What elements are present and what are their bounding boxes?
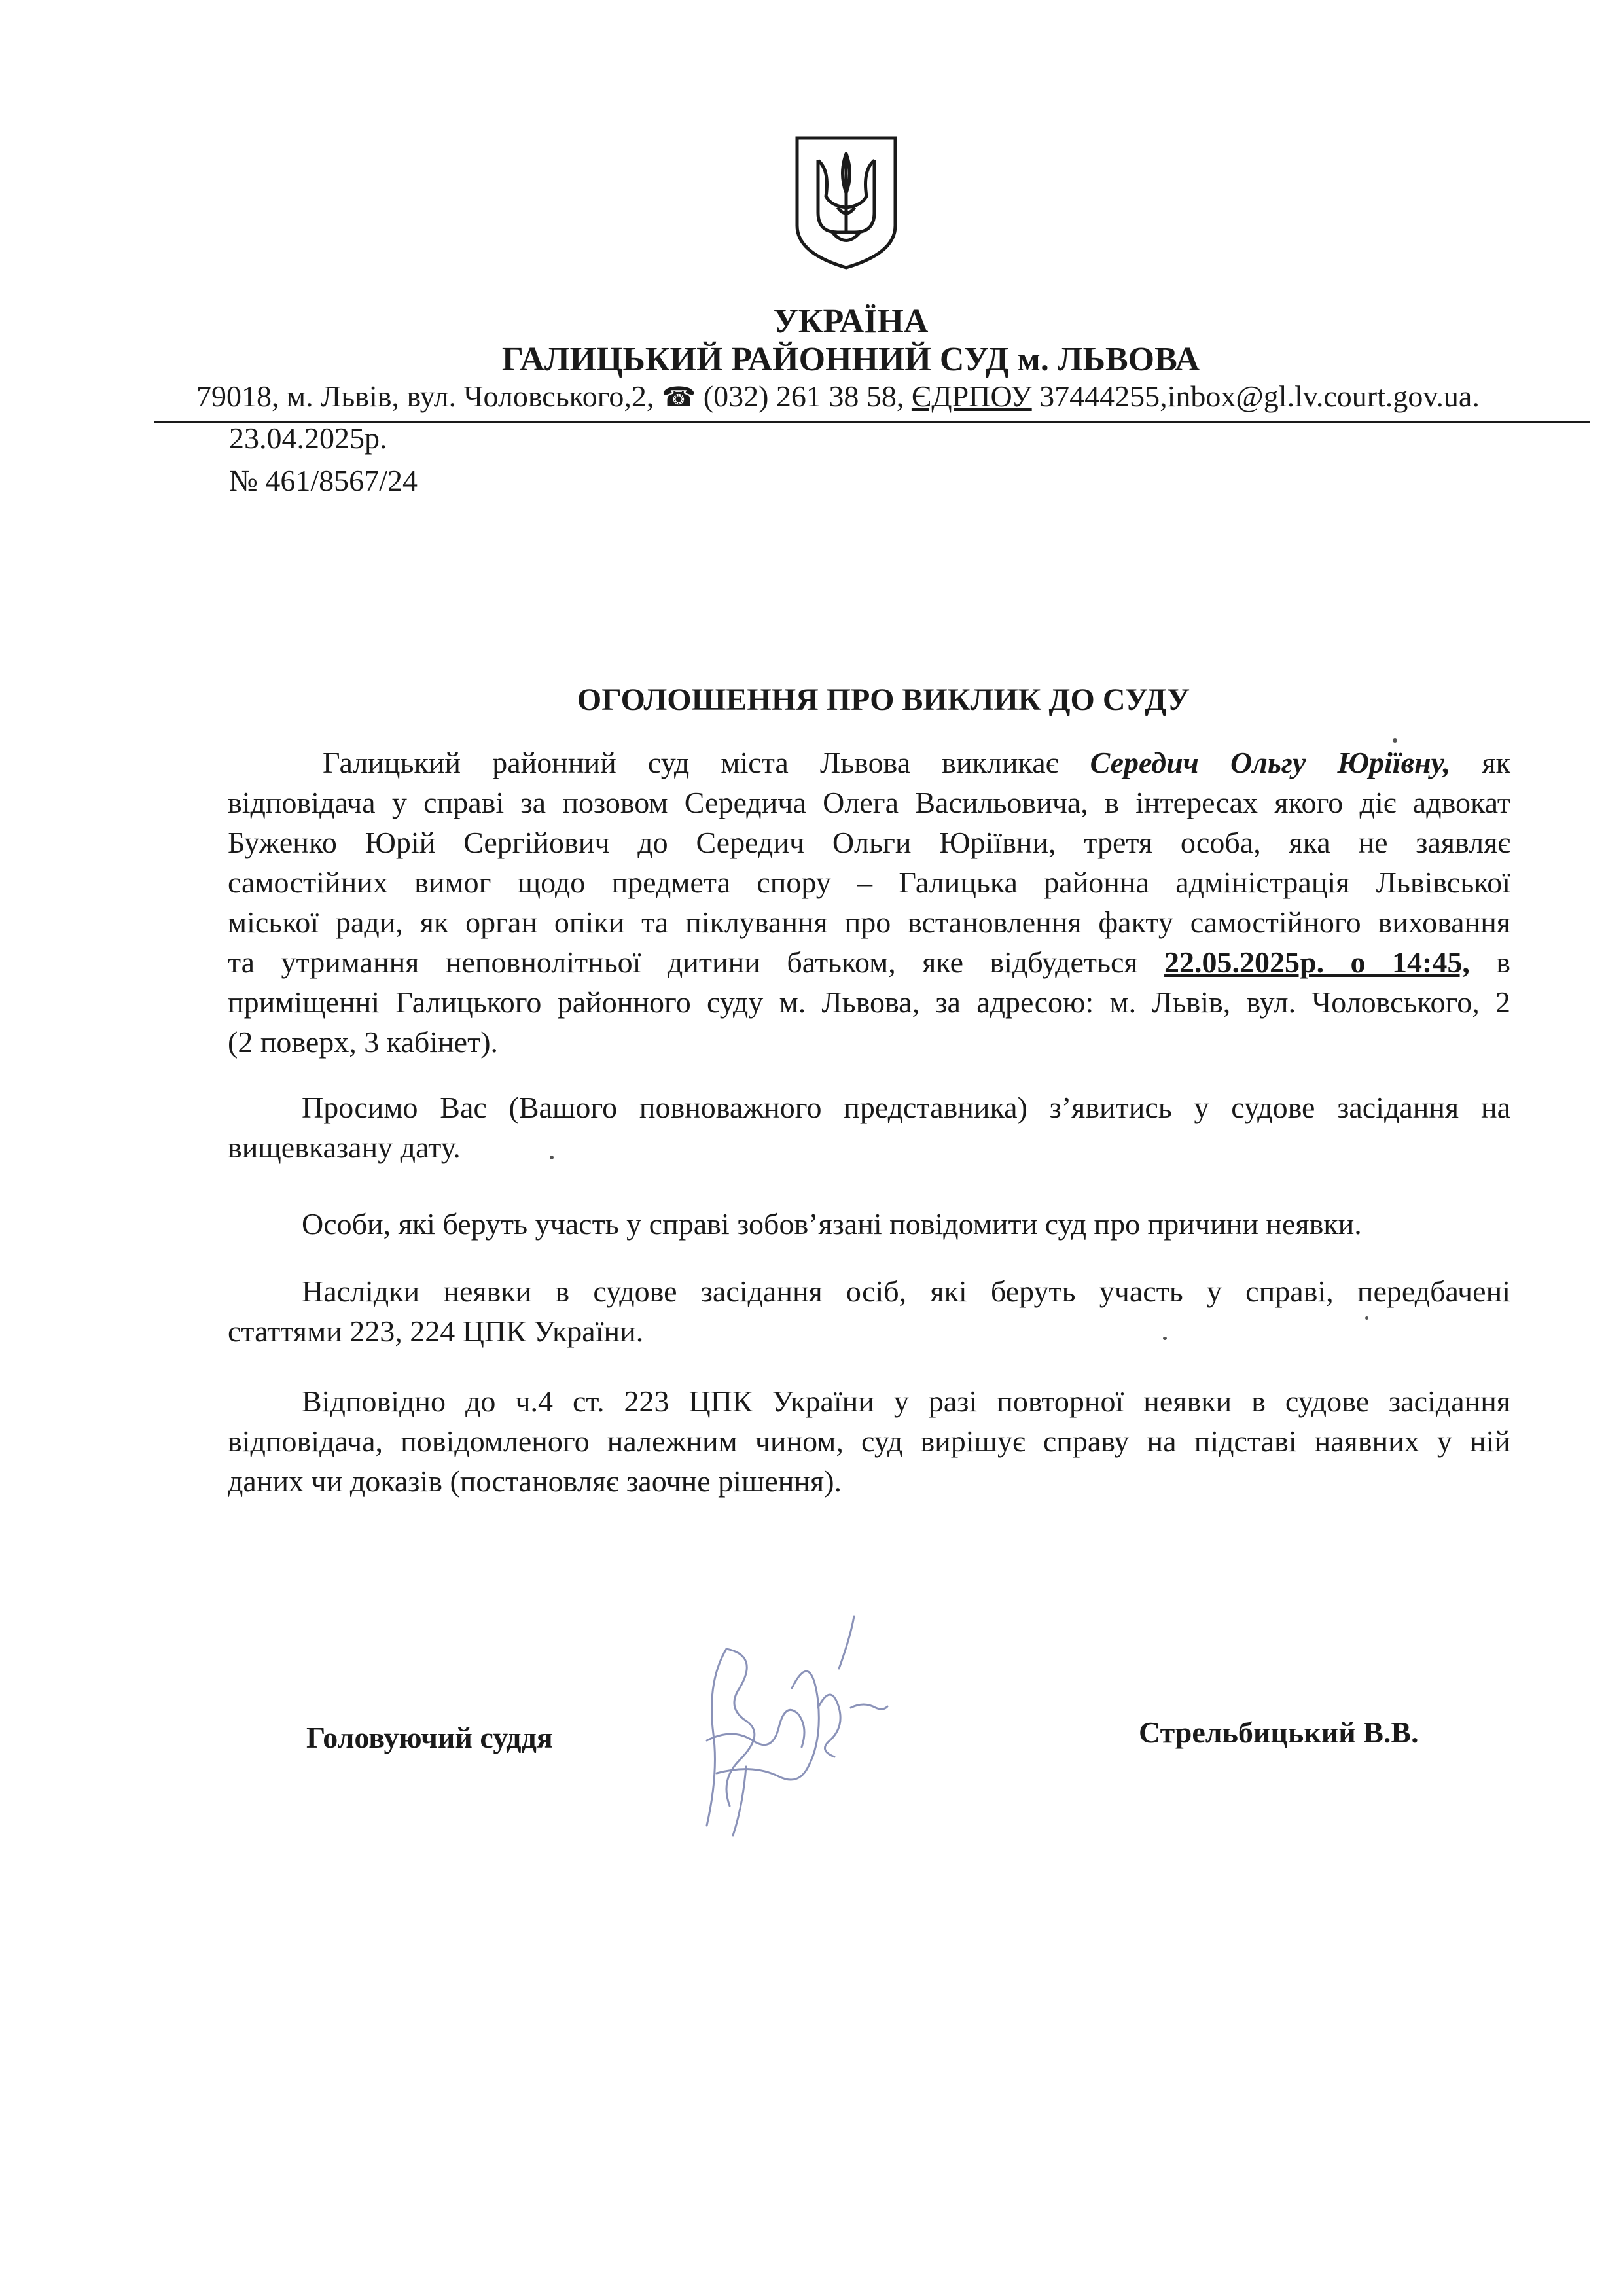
edrpou-label: ЄДРПОУ (911, 380, 1032, 413)
court-name-heading: ГАЛИЦЬКИЙ РАЙОННИЙ СУД м. ЛЬВОВА (501, 341, 1200, 378)
text-line: Особи, які беруть участь у справі зобов’язані повідомити суд про причини неявки. (302, 1207, 1362, 1241)
country-heading: УКРАЇНА (773, 303, 929, 340)
scan-speck (1393, 738, 1397, 743)
hearing-datetime: 22.05.2025р. о 14:45, (1164, 945, 1470, 979)
text-line: вищевказану дату. (228, 1131, 461, 1164)
court-contact-line (196, 378, 1480, 416)
text-line: Буженко Юрій Сергійович до Середич Ольги Юріївни, третя особа, яка не заявляє (228, 826, 1510, 859)
scan-speck (1365, 1316, 1368, 1320)
court-phone: (032) 261 38 58, (703, 380, 904, 413)
scan-speck (1163, 1337, 1167, 1340)
text-line: Відповідно до ч.4 ст. 223 ЦПК України у разі повторної неявки в судове засідання (302, 1385, 1510, 1418)
document-title: ОГОЛОШЕННЯ ПРО ВИКЛИК ДО СУДУ (577, 682, 1190, 717)
text-line: Просимо Вас (Вашого повноважного представника) з’явитись у судове засідання на (302, 1091, 1510, 1124)
summons-paragraph (228, 743, 1510, 1062)
text-line: відповідача у справі за позовом Середича Олега Васильовича, в інтересах якого діє адвокат (228, 786, 1510, 819)
text-line: Галицький районний суд міста Львова викликає Середич Ольгу Юріївну, як (323, 746, 1511, 779)
consequences-paragraph (228, 1271, 1510, 1351)
scan-speck (550, 1156, 554, 1159)
text-line: відповідача, повідомленого належним чином, суд вирішує справу на підставі наявних у ній (228, 1424, 1510, 1458)
document-date: 23.04.2025р. (229, 421, 387, 455)
default-judgment-paragraph (228, 1381, 1510, 1501)
telephone-icon: ☎ (661, 383, 696, 413)
case-number: № 461/8567/24 (229, 464, 418, 497)
obligation-paragraph (228, 1204, 1510, 1244)
text-line: самостійних вимог щодо предмета спору – Галицька районна адміністрація Львівської (228, 866, 1510, 899)
handwritten-signature-icon (668, 1610, 890, 1839)
coat-of-arms-icon (792, 134, 901, 272)
text-line: статтями 223, 224 ЦПК України. (228, 1315, 644, 1348)
text-line: та утримання неповнолітньої дитини батьком, яке відбудеться 22.05.2025р. о 14:45, в (228, 945, 1511, 979)
judge-name: Стрельбицький В.В. (1139, 1716, 1419, 1749)
text-line: Наслідки неявки в судове засідання осіб, які беруть участь у справі, передбачені (302, 1275, 1510, 1308)
presiding-judge-label: Головуючий суддя (306, 1721, 553, 1754)
text-line: даних чи доказів (постановляє заочне рішення). (228, 1464, 842, 1498)
text-line: (2 поверх, 3 кабінет). (228, 1025, 499, 1059)
edrpou-and-email: 37444255,inbox@gl.lv.court.gov.ua. (1039, 380, 1480, 413)
text-line: приміщенні Галицького районного суду м. Львова, за адресою: м. Львів, вул. Чоловського, 2 (228, 985, 1510, 1019)
defendant-name: Середич Ольгу Юріївну, (1090, 746, 1451, 779)
request-paragraph (228, 1087, 1510, 1167)
court-address: 79018, м. Львів, вул. Чоловського,2, (196, 380, 654, 413)
text-line: міської ради, як орган опіки та піклування про встановлення факту самостійного виховання (228, 906, 1510, 939)
